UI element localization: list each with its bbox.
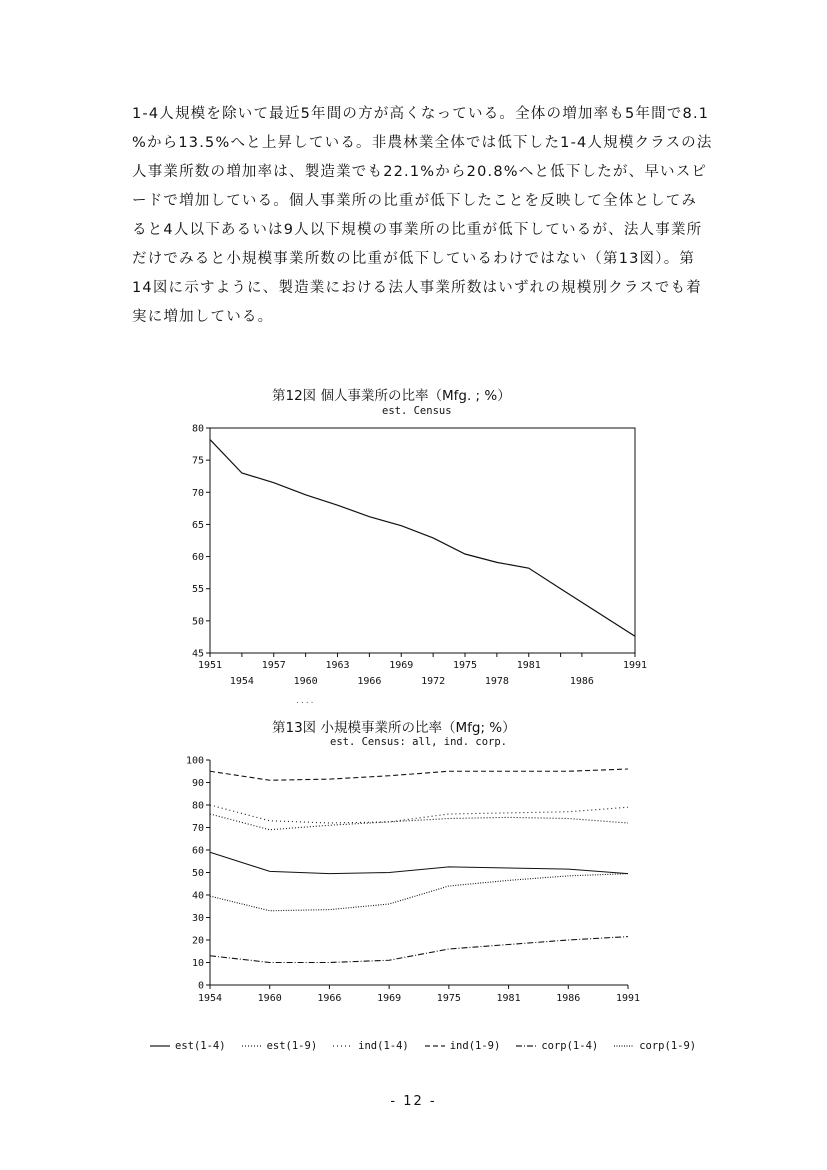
dashed-line-icon [425,1043,445,1049]
body-paragraph [132,100,722,332]
legend-label: ind(1-9) [449,1040,501,1052]
x-tick-label: 1969 [389,660,414,671]
paragraph-line: ードで増加している。個人事業所の比重が低下したことを反映して全体としてみ [132,193,698,209]
legend-label: est(1-9) [266,1040,318,1052]
dash-dot-line-icon [516,1043,536,1049]
x-tick-label: 1991 [622,660,648,671]
x-tick-label: 1957 [261,660,286,671]
y-tick-label: 50 [191,616,204,628]
x-tick-label: 1954 [197,993,223,1004]
y-tick-label: 80 [191,423,204,435]
y-tick-label: 0 [197,980,204,992]
series-line [210,440,635,637]
x-tick-label: 1986 [569,676,594,687]
x-tick-label: 1975 [436,993,461,1004]
chart13-title: 第13図 小規模事業所の比率（Mfg; %） [272,720,516,736]
legend-item [242,1040,318,1052]
x-tick-label: 1960 [257,993,282,1004]
y-tick-label: 65 [191,519,204,531]
paragraph-line: 人事業所数の増加率は、製造業でも22.1%から20.8%へと低下したが、早いスピ [132,164,708,180]
series-line-ind(1-4) [210,805,628,823]
y-tick-label: 45 [191,648,204,660]
x-tick-label: 1991 [615,993,641,1004]
chart12-subtitle: est. Census [382,405,452,417]
chart12-title: 第12図 個人事業所の比率（Mfg. ; %） [272,388,511,404]
legend-item [333,1040,409,1052]
x-tick-label: 1972 [421,676,446,687]
y-tick-label: 50 [191,868,204,879]
chart12-plot [180,418,650,698]
legend-item [516,1040,598,1052]
solid-line-icon [150,1043,170,1049]
legend-label: est(1-4) [175,1040,226,1052]
y-tick-label: 100 [185,755,204,767]
y-tick-label: 10 [191,958,204,969]
legend-item [150,1040,226,1052]
x-tick-label: 1954 [229,676,254,687]
y-tick-label: 70 [191,823,204,834]
dotted-line-icon [614,1043,634,1049]
series-line-est(1-9) [210,814,628,830]
separator-dots: .... [296,696,316,706]
series-line-corp(1-4) [210,937,628,963]
dotted-line-icon [333,1043,353,1049]
x-tick-label: 1978 [484,676,509,687]
x-tick-label: 1975 [452,660,478,671]
legend-label: corp(1-4) [541,1040,599,1052]
x-tick-label: 1981 [496,993,521,1004]
y-tick-label: 60 [191,845,204,857]
plot-frame [210,428,635,653]
paragraph-line: 1-4人規模を除いて最近5年間の方が高くなっている。全体の増加率も5年間で8.1 [132,106,710,122]
dotted-line-icon [242,1043,262,1049]
y-tick-label: 75 [191,455,204,467]
page-number: - 12 - [390,1094,437,1109]
chart13-plot [180,750,650,1015]
x-tick-label: 1960 [293,676,318,687]
paragraph-line: 実に増加している。 [132,309,274,325]
series-line-corp(1-9) [210,874,628,911]
chart13-subtitle: est. Census: all, ind. corp. [330,736,508,748]
x-tick-label: 1986 [556,993,581,1004]
y-tick-label: 40 [191,890,204,902]
y-tick-label: 60 [191,552,204,564]
legend-item [614,1040,696,1052]
series-line-est(1-4) [210,852,628,873]
legend-label: ind(1-4) [358,1040,409,1052]
y-tick-label: 70 [191,487,204,499]
paragraph-line: ると4人以下あるいは9人以下規模の事業所の比重が低下しているが、法人事業所 [132,222,703,238]
paragraph-line: %から13.5%へと上昇している。非農林業全体では低下した1-4人規模クラスの法 [132,135,713,151]
x-tick-label: 1966 [317,993,342,1004]
y-tick-label: 80 [191,800,204,812]
y-tick-label: 55 [191,584,204,596]
y-tick-label: 30 [191,913,204,924]
x-tick-label: 1969 [377,993,402,1004]
series-line-ind(1-9) [210,769,628,780]
x-tick-label: 1966 [357,676,382,687]
x-tick-label: 1951 [197,660,223,671]
paragraph-line: 14図に示すように、製造業における法人事業所数はいずれの規模別クラスでも着 [132,280,702,296]
y-tick-label: 90 [191,778,204,789]
legend-label: corp(1-9) [639,1040,697,1052]
x-tick-label: 1981 [516,660,541,671]
y-tick-label: 20 [191,935,204,947]
chart13-legend [150,1040,696,1052]
paragraph-line: だけでみると小規模事業所数の比重が低下しているわけではない（第13図）。第 [132,251,696,267]
x-tick-label: 1963 [325,660,350,671]
legend-item [425,1040,501,1052]
